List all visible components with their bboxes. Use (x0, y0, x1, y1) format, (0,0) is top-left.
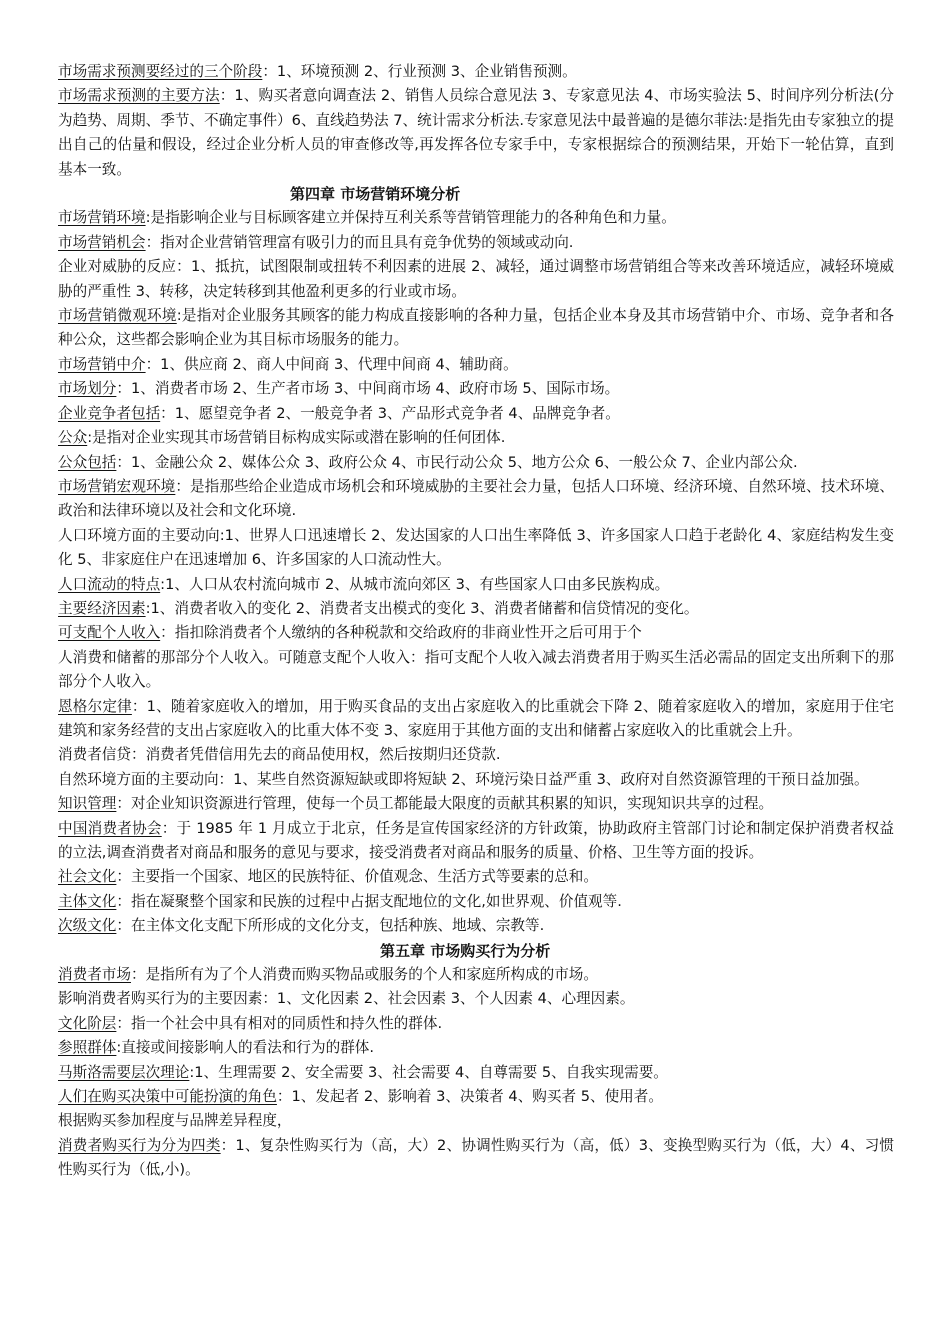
paragraph-text: 人消费和储蓄的那部分个人收入。可随意支配个人收入：指可支配个人收入减去消费者用于购买生活必需品的固定支出所剩下的那部分个人收入。 (58, 648, 894, 691)
paragraph-text: ：指对企业营销管理富有吸引力的而且具有竞争优势的领域或动向. (145, 233, 574, 251)
paragraph-text: :直接或间接影响人的看法和行为的群体. (116, 1039, 375, 1057)
paragraph-text: ：指一个社会中具有相对的同质性和持久性的群体. (116, 1014, 443, 1032)
paragraph (58, 1134, 894, 1183)
term-label: 公众 (58, 429, 88, 447)
paragraph (58, 451, 894, 475)
term-label: 市场营销微观环境 (58, 307, 177, 325)
paragraph-text: ：1、发起者 2、影响着 3、决策者 4、购买者 5、使用者。 (276, 1088, 663, 1106)
paragraph-text: ：是指那些给企业造成市场机会和环境威胁的主要社会力量，包括人口环境、经济环境、自然环境、技术环境、政治和法律环境以及社会和文化环境. (58, 477, 894, 520)
term-label: 主要经济因素 (58, 599, 146, 617)
term-label: 人口流动的特点 (58, 575, 161, 593)
paragraph (58, 1085, 894, 1109)
term-label: 市场需求预测要经过的三个阶段 (58, 63, 263, 80)
term-label: 主体文化 (58, 892, 117, 910)
paragraph-text: ：1、消费者市场 2、生产者市场 3、中间商市场 4、政府市场 5、国际市场。 (116, 380, 620, 398)
paragraph (58, 963, 894, 987)
paragraph (58, 426, 894, 450)
paragraph-text: 企业对威胁的反应：1、抵抗，试图限制或扭转不利因素的进展 2、减轻，通过调整市场营销组合等来改善环境适应，减轻环境威胁的严重性 3、转移，决定转移到其他盈利更多的行业或市场。 (58, 258, 894, 300)
paragraph (58, 890, 894, 914)
paragraph-text: ：1、愿望竞争者 2、一般竞争者 3、产品形式竞争者 4、品牌竞争者。 (160, 404, 620, 422)
paragraph-text: 自然环境方面的主要动向：1、某些自然资源短缺或即将短缺 2、环境污染日益严重 3、政府对自然资源管理的干预日益加强。 (58, 770, 869, 788)
paragraph-text: ：指扣除消费者个人缴纳的各种税款和交给政府的非商业性开之后可用于个 (160, 624, 642, 642)
paragraph (58, 646, 894, 695)
paragraph (58, 695, 894, 744)
paragraph (58, 377, 894, 401)
paragraph-text: 消费者信贷：消费者凭借信用先去的商品使用权，然后按期归还贷款. (58, 746, 501, 764)
term-label: 可支配个人收入 (58, 624, 161, 642)
paragraph-text: ：1、环境预测 2、行业预测 3、企业销售预测。 (262, 63, 577, 80)
chapter-heading: 第四章 市场营销环境分析 (290, 185, 461, 204)
paragraph-text: ：1、购买者意向调查法 2、销售人员综合意见法 3、专家意见法 4、市场实验法 5、时间序列分析法(分为趋势、周期、季节、不确定事件）6、直线趋势法 7、统计需求分析法.专家意见法中最普遍的是德尔菲法:是指先由专家独立的提出自己的估量和假设，经过企业分析人员的审查修改等,再发挥各位专家手中，专家根据综合的预测结果，开始下一轮估算，直到基本一致。 (58, 87, 894, 178)
paragraph (58, 255, 894, 304)
term-label: 市场划分 (58, 380, 117, 398)
paragraph-text: ：指在凝聚整个国家和民族的过程中占据支配地位的文化,如世界观、价值观等. (116, 892, 622, 910)
paragraph (58, 475, 894, 524)
paragraph (58, 817, 894, 866)
paragraph (58, 743, 894, 767)
paragraph (58, 597, 894, 621)
term-label: 知识管理 (58, 795, 117, 813)
paragraph (58, 914, 894, 938)
paragraph (58, 524, 894, 573)
paragraph (58, 621, 894, 645)
paragraph (58, 1012, 894, 1036)
paragraph (58, 1109, 894, 1133)
term-label: 参照群体 (58, 1039, 117, 1057)
paragraph (58, 304, 894, 353)
term-label: 中国消费者协会 (58, 819, 162, 837)
term-label: 市场营销机会 (58, 233, 146, 251)
paragraph-text: ：1、随着家庭收入的增加，用于购买食品的支出占家庭收入的比重就会下降 2、随着家庭收入的增加，家庭用于住宅建筑和家务经营的支出占家庭收入的比重大体不变 3、家庭用于其他方面的支出和储蓄占家庭收入的比重就会上升。 (58, 697, 894, 739)
paragraph-text: ：1、复杂性购买行为（高，大）2、协调性购买行为（高，低）3、变换型购买行为（低，大）4、习惯性购买行为（低,小)。 (58, 1136, 894, 1179)
paragraph-text: ：1、金融公众 2、媒体公众 3、政府公众 4、市民行动公众 5、地方公众 6、一般公众 7、企业内部公众. (116, 453, 798, 471)
paragraph-text: ：1、供应商 2、商人中间商 3、代理中间商 4、辅助商。 (145, 355, 518, 373)
paragraph (58, 573, 894, 597)
paragraph-text: ：主要指一个国家、地区的民族特征、价值观念、生活方式等要素的总和。 (116, 868, 598, 886)
term-label: 文化阶层 (58, 1014, 117, 1032)
chapter-heading: 第五章 市场购买行为分析 (380, 941, 551, 960)
paragraph (58, 865, 894, 889)
paragraph-text: ：在主体文化支配下所形成的文化分支，包括种族、地域、宗教等. (116, 917, 545, 935)
term-label: 市场营销中介 (58, 355, 146, 373)
term-label: 市场营销宏观环境 (58, 477, 176, 495)
term-label: 公众包括 (58, 453, 117, 471)
paragraph-text: :是指影响企业与目标顾客建立并保持互利关系等营销管理能力的各种角色和力量。 (145, 209, 676, 227)
paragraph-text: 人口环境方面的主要动向:1、世界人口迅速增长 2、发达国家的人口出生率降低 3、许多国家人口趋于老龄化 4、家庭结构发生变化 5、非家庭住户在迅速增加 6、许多国家的人口流动性大。 (58, 526, 894, 569)
paragraph-text: ：对企业知识资源进行管理，使每一个员工都能最大限度的贡献其积累的知识，实现知识共享的过程。 (116, 795, 774, 813)
term-label: 市场需求预测的主要方法 (58, 87, 220, 105)
paragraph (58, 768, 894, 792)
paragraph (58, 1061, 894, 1085)
paragraph-text: :1、消费者收入的变化 2、消费者支出模式的变化 3、消费者储蓄和信贷情况的变化。 (145, 599, 699, 617)
paragraph (58, 206, 894, 230)
paragraph (58, 84, 894, 182)
paragraph-text: :是指对企业服务其顾客的能力构成直接影响的各种力量，包括企业本身及其市场营销中介、市场、竞争者和各种公众，这些都会影响企业为其目标市场服务的能力。 (58, 307, 894, 349)
term-label: 企业竞争者包括 (58, 404, 161, 422)
paragraph (58, 353, 894, 377)
paragraph-text: ：是指所有为了个人消费而购买物品或服务的个人和家庭所构成的市场。 (130, 966, 598, 984)
paragraph (58, 60, 894, 84)
paragraph (58, 402, 894, 426)
paragraph-text: ：于 1985 年 1 月成立于北京，任务是宣传国家经济的方针政策，协助政府主管部门讨论和制定保护消费者权益的立法,调查消费者对商品和服务的意见与要求，接受消费者对商品和服务的质量、价格、卫生等方面的投诉。 (58, 819, 894, 861)
term-label: 市场营销环境 (58, 209, 146, 227)
paragraph (58, 987, 894, 1011)
paragraph-text: :1、生理需要 2、安全需要 3、社会需要 4、自尊需要 5、自我实现需要。 (189, 1063, 668, 1081)
term-label: 消费者市场 (58, 966, 131, 984)
term-label: 社会文化 (58, 868, 117, 886)
paragraph-text: :是指对企业实现其市场营销目标构成实际或潜在影响的任何团体. (87, 429, 506, 447)
term-label: 人们在购买决策中可能扮演的角色 (58, 1088, 277, 1106)
paragraph-text: :1、人口从农村流向城市 2、从城市流向郊区 3、有些国家人口由多民族构成。 (160, 575, 670, 593)
paragraph-text: 根据购买参加程度与品牌差异程度， (58, 1112, 292, 1130)
paragraph (58, 231, 894, 255)
paragraph (58, 792, 894, 816)
term-label: 消费者购买行为分为四类 (58, 1136, 221, 1154)
term-label: 马斯洛需要层次理论 (58, 1063, 190, 1081)
paragraph (58, 1036, 894, 1060)
paragraph-text: 影响消费者购买行为的主要因素：1、文化因素 2、社会因素 3、个人因素 4、心理因素。 (58, 990, 635, 1008)
term-label: 次级文化 (58, 917, 117, 935)
term-label: 恩格尔定律 (58, 697, 132, 715)
